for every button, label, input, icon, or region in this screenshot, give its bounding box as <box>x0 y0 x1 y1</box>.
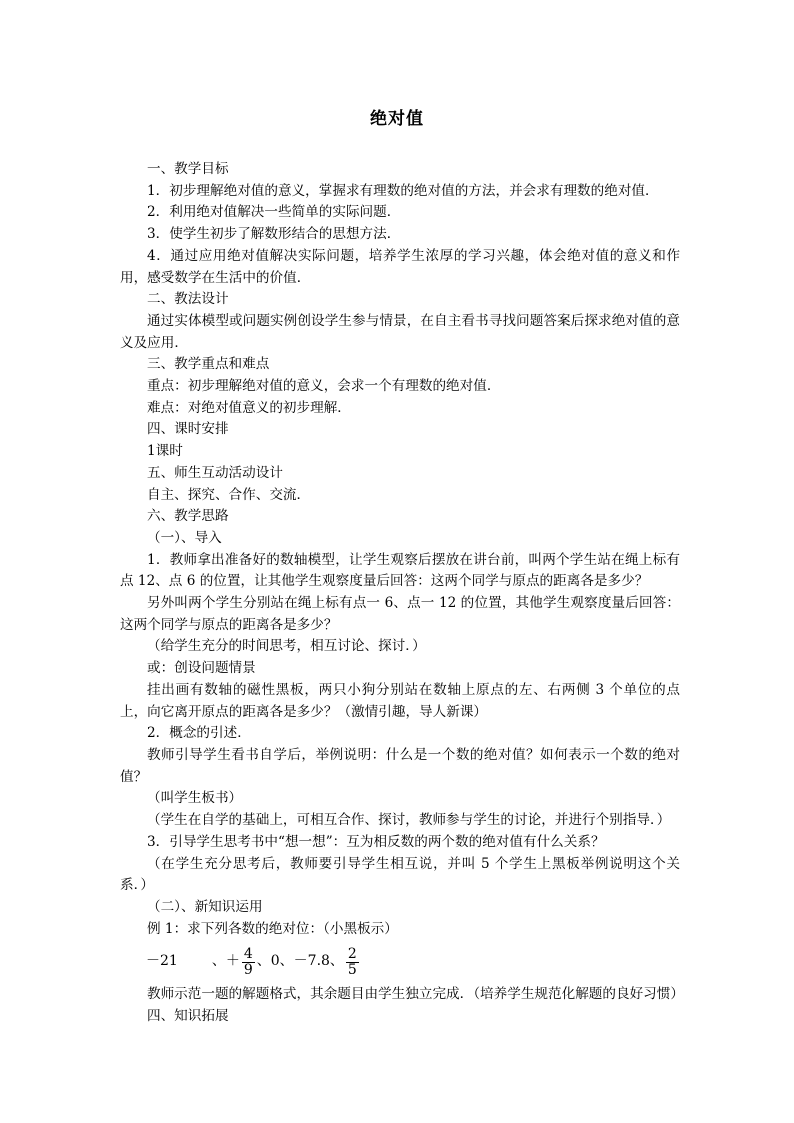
paragraph-list <box>120 159 680 940</box>
paragraph: （叫学生板书） <box>147 790 243 807</box>
paragraph: 2．概念的引述． <box>147 725 251 742</box>
fraction-numerator: 2 <box>347 945 357 962</box>
paragraph: 四、课时安排 <box>147 421 229 438</box>
paragraph: 4．通过应用绝对值解决实际问题，培养学生浓厚的学习兴趣，体会绝对值的意义和作用，感受数学在生活中的价值． <box>120 247 680 286</box>
paragraph: 3．引导学生思考书中“想一想”：互为相反数的两个数的绝对值有什么关系？ <box>147 833 605 850</box>
page-title: 绝对值 <box>370 109 424 129</box>
paragraph: 五、师生互动活动设计 <box>147 464 283 481</box>
fraction-denominator: 5 <box>347 961 357 978</box>
paragraph: 四、知识拓展 <box>147 1008 229 1025</box>
paragraph: 挂出画有数轴的磁性黑板，两只小狗分别站在数轴上原点的左、右两侧 3 个单位的点上，向它离开原点的距离各是多少？（激情引趣，导人新课） <box>120 681 680 720</box>
paragraph: 通过实体模型或问题实例创设学生参与情景，在自主看书寻找问题答案后探求绝对值的意义及应用． <box>120 312 680 351</box>
paragraph: 或：创设问题情景 <box>147 660 256 677</box>
fraction-4-9 <box>242 947 255 978</box>
fraction-2-5 <box>346 947 359 978</box>
paragraph: 三、教学重点和难点 <box>147 356 270 373</box>
paragraph: （二）、新知识运用 <box>147 898 263 915</box>
paragraph: （一）、导入 <box>147 529 222 546</box>
paragraph: 2．利用绝对值解决一些简单的实际问题． <box>147 204 401 221</box>
math-separator: 、＋ <box>211 953 240 970</box>
paragraph: （在学生充分思考后，教师要引导学生相互说，并叫 5 个学生上黑板举例说明这个关系．） <box>120 855 680 894</box>
paragraph: （学生在自学的基础上，可相互合作、探讨，教师参与学生的讨论，并进行个别指导．） <box>147 812 671 829</box>
fraction-numerator: 4 <box>243 945 253 962</box>
paragraph: （给学生充分的时间思考，相互讨论、探讨．） <box>147 638 426 655</box>
paragraph: 1．初步理解绝对值的意义，掌握求有理数的绝对值的方法，并会求有理数的绝对值． <box>147 182 659 199</box>
paragraph: 1课时 <box>147 443 183 460</box>
paragraph: 教师示范一题的解题格式，其余题目由学生独立完成．（培养学生规范化解题的良好习惯） <box>147 986 684 1003</box>
paragraph: 二、教法设计 <box>147 291 229 308</box>
paragraph: 教师引导学生看书自学后，举例说明：什么是一个数的绝对值？如何表示一个数的绝对值？ <box>120 746 680 785</box>
document-body <box>120 159 684 1028</box>
math-middle-terms: 、0、－7.8、 <box>256 953 344 970</box>
paragraph: 自主、探究、合作、交流． <box>147 486 311 503</box>
paragraph: 难点：对绝对值意义的初步理解． <box>147 399 351 416</box>
math-term-1: －21 <box>146 953 178 970</box>
paragraph: 重点：初步理解绝对值的意义，会求一个有理数的绝对值． <box>147 378 501 395</box>
paragraph: 六、教学思路 <box>147 508 229 525</box>
paragraph: 1．教师拿出准备好的数轴模型，让学生观察后摆放在讲台前，叫两个学生站在绳上标有点 12、点 6 的位置，让其他学生观察度量后回答：这两个同学与原点的距离各是多少？ <box>120 551 680 590</box>
paragraph: 另外叫两个学生分别站在绳上标有点一 6、点一 12 的位置，其他学生观察度量后回答：这两个同学与原点的距离各是多少？ <box>120 595 680 633</box>
paragraph: 一、教学目标 <box>147 161 229 177</box>
paragraph: 3．使学生初步了解数形结合的思想方法． <box>147 226 401 243</box>
fraction-denominator: 9 <box>243 961 253 978</box>
paragraph: 例 1：求下列各数的绝对位：（小黑板示） <box>147 920 398 937</box>
math-expression <box>120 940 680 984</box>
paragraph-list-after <box>120 984 684 1027</box>
